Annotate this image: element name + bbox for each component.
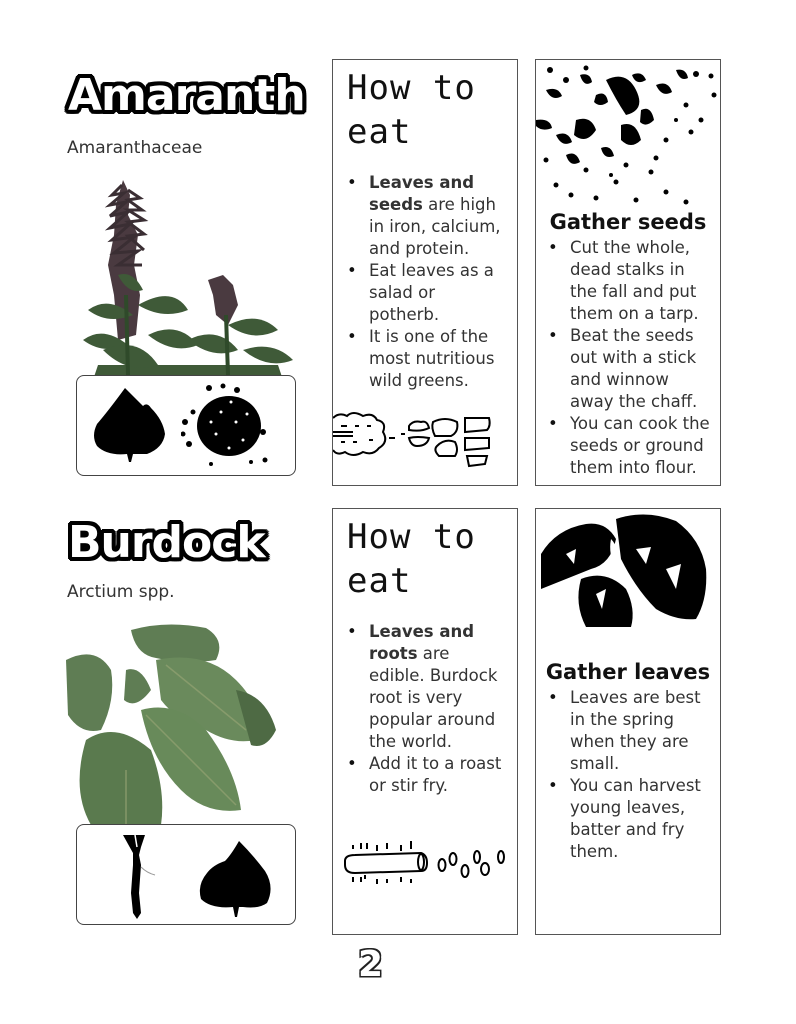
leaf-silhouette-icon bbox=[197, 837, 273, 917]
gather-list bbox=[536, 687, 714, 863]
item-text: are high in iron, calcium, and protein. bbox=[369, 195, 501, 258]
gather-heading: Gather leaves bbox=[545, 660, 711, 684]
list-item bbox=[369, 326, 509, 392]
how-to-eat-heading bbox=[333, 60, 517, 154]
leaf-silhouette-icon bbox=[91, 384, 167, 462]
heading-line-2: eat bbox=[347, 112, 412, 152]
plant-title-amaranth: Amaranth bbox=[68, 70, 305, 121]
list-item bbox=[369, 260, 509, 326]
plant-title-burdock: Burdock bbox=[68, 517, 265, 568]
heading-line-1: How to bbox=[347, 517, 476, 557]
scientific-name-amaranth: Amaranthaceae bbox=[67, 138, 203, 158]
how-to-eat-panel-amaranth bbox=[332, 59, 518, 486]
list-item bbox=[369, 172, 509, 260]
list-item: • Leaves are best in the spring when they are small. bbox=[570, 687, 714, 775]
list-item: • You can cook the seeds or ground them into flour. bbox=[570, 413, 714, 479]
list-item: • Cut the whole, dead stalks in the fall and put them on a tarp. bbox=[570, 237, 714, 325]
how-to-eat-list bbox=[333, 172, 517, 392]
heading-line-1: How to bbox=[347, 68, 476, 108]
heading-line-2: eat bbox=[347, 561, 412, 601]
item-text: Add it to a roast or stir fry. bbox=[369, 754, 502, 795]
how-to-eat-list bbox=[333, 621, 517, 797]
identification-icons-box-amaranth bbox=[76, 375, 296, 476]
bold-text: Leaves and roots bbox=[369, 622, 475, 663]
scientific-name-burdock: Arctium spp. bbox=[67, 582, 175, 602]
seed-processing-doodle-icon bbox=[333, 410, 493, 470]
root-silhouette-icon bbox=[119, 833, 159, 919]
scattered-seeds-illustration bbox=[536, 60, 720, 205]
identification-icons-box-burdock bbox=[76, 824, 296, 925]
chopped-root-doodle-icon bbox=[341, 839, 511, 889]
burdock-plant-image bbox=[66, 620, 291, 825]
page-number: 2 bbox=[358, 944, 384, 985]
gather-panel-burdock bbox=[535, 508, 721, 935]
how-to-eat-panel-burdock bbox=[332, 508, 518, 935]
gather-list bbox=[536, 237, 714, 479]
list-item bbox=[369, 621, 509, 753]
bold-text: Leaves and seeds bbox=[369, 173, 475, 214]
amaranth-plant-image bbox=[78, 175, 298, 380]
gather-panel-amaranth bbox=[535, 59, 721, 486]
how-to-eat-heading bbox=[333, 509, 517, 603]
item-text: Eat leaves as a salad or potherb. bbox=[369, 261, 494, 324]
list-item: • You can harvest young leaves, batter and fry them. bbox=[570, 775, 714, 863]
list-item bbox=[369, 753, 509, 797]
item-text: It is one of the most nutritious wild greens. bbox=[369, 327, 495, 390]
burdock-leaf-silhouette-illustration bbox=[536, 509, 720, 629]
seed-cluster-icon bbox=[181, 382, 271, 468]
gather-heading: Gather seeds bbox=[549, 210, 707, 234]
item-text: are edible. Burdock root is very popular around the world. bbox=[369, 644, 498, 751]
list-item: • Beat the seeds out with a stick and winnow away the chaff. bbox=[570, 325, 714, 413]
